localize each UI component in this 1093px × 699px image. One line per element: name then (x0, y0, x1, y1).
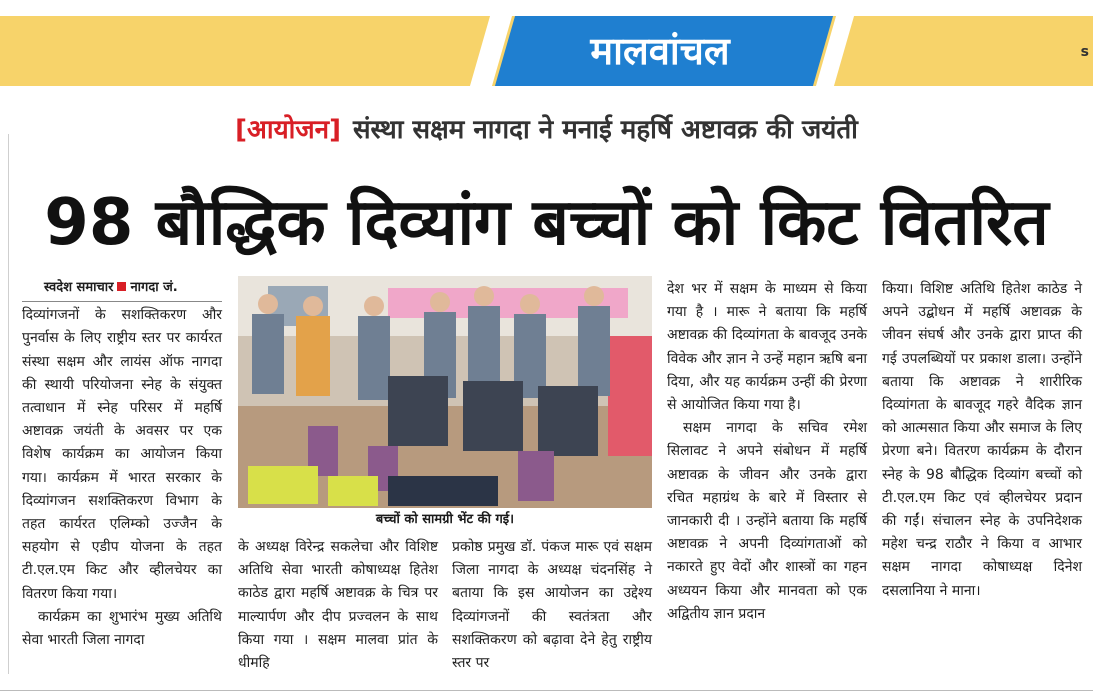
article-headline: 98 बौद्धिक दिव्यांग बच्चों को किट वितरित (44, 186, 1049, 260)
event-photo-illustration (238, 276, 652, 508)
kicker-tag: [आयोजन] (235, 115, 341, 145)
paragraph: सक्षम नागदा के सचिव रमेश सिलावट ने अपने संबोधन में महर्षि अष्टावक्र के जीवन और उनके द्वारा रचित महाग्रंथ के बारे में विस्तार से जानकारी दी । उन्होंने बताया कि महर्षि अष्टावक्र ने अपनी दिव्यांगताओं को नकारते हुए वेदों और शास्त्रों का गहन अध्ययन किया और मानवता को एक अद्वितीय ज्ञान प्रदान (667, 420, 867, 622)
article-column-5 (882, 278, 1082, 603)
paragraph: के अध्यक्ष विरेन्द्र सकलेचा और विशिष्ट अतिथि सेवा भारती कोषाध्यक्ष हितेश काठेड द्वारा महर्षि अष्टावक्र के चित्र पर माल्यार्पण और दीप प्रज्वलन के साथ किया गया । सक्षम मालवा प्रांत के धीमहि (238, 539, 438, 672)
dateline-rule (22, 301, 222, 302)
section-banner (0, 16, 1093, 86)
event-photo (238, 276, 652, 508)
paragraph: कार्यक्रम का शुभारंभ मुख्य अतिथि सेवा भारती जिला नागदा (22, 608, 222, 649)
page-corner-mark: s (1080, 44, 1089, 60)
dateline-square-icon (117, 282, 126, 291)
dateline-place: नागदा जं. (130, 280, 178, 295)
article-column-3 (452, 536, 652, 675)
paragraph: किया। विशिष्ट अतिथि हितेश काठेड ने अपने उद्बोधन में महर्षि अष्टावक्र के जीवन संघर्ष और उनके द्वारा प्राप्त की गई उपलब्धियों पर प्रकाश डाला। उन्होंने बताया कि अष्टावक्र ने शारीरिक दिव्यांगता के बावजूद गहरे वैदिक ज्ञान को आत्मसात किया और समाज के लिए प्रेरणा बने। वितरण कार्यक्रम के दौरान स्नेह के 98 बौद्धिक दिव्यांग बच्चों को टी.एल.एम किट एवं व्हीलचेयर प्रदान की गईं। संचालन स्नेह के उपनिदेशक महेश चन्द्र राठौर ने किया व आभार सक्षम नागदा कोषाध्यक्ष दिनेश दसलानिया ने माना। (882, 281, 1082, 599)
article-column-4 (667, 278, 867, 626)
dateline (22, 276, 222, 299)
paragraph: प्रकोष्ठ प्रमुख डॉ. पंकज मारू एवं सक्षम जिला नागदा के अध्यक्ष चंदनसिंह ने बताया कि इस आयोजन का उद्देश्य दिव्यांगजनों की स्वतंत्रता और सशक्तिकरण को बढ़ावा देने हेतु राष्ट्रीय स्तर पर (452, 539, 652, 672)
paragraph: दिव्यांगजनों के सशक्तिकरण और पुनर्वास के लिए राष्ट्रीय स्तर पर कार्यरत संस्था सक्षम और लायंस ऑफ नागदा की स्थायी परियोजना स्नेह के संयुक्त तत्वाधान में स्नेह परिसर में महर्षि अष्टावक्र जयंती के अवसर पर एक विशेष कार्यक्रम का आयोजन किया गया। कार्यक्रम में भारत सरकार के दिव्यांगजन सशक्तिकरण विभाग के तहत कार्यरत एलिम्को उज्जैन के सहयोग से एडीप योजना के तहत टी.एल.एम किट और व्हीलचेयर का वितरण किया गया। (22, 307, 222, 602)
dateline-source: स्वदेश समाचार (44, 280, 114, 295)
article-kicker (0, 110, 1093, 146)
article-column-1 (22, 276, 222, 652)
paragraph: देश भर में सक्षम के माध्यम से किया गया है । मारू ने बताया कि महर्षि अष्टावक्र की दिव्यांगता के बावजूद उनके विवेक और ज्ञान ने उन्हें महान ऋषि बना दिया, और यह कार्यक्रम उन्हीं की प्रेरणा से आयोजित किया गया है। (667, 281, 867, 414)
photo-caption: बच्चों को सामग्री भेंट की गई। (375, 512, 515, 527)
article-column-2 (238, 536, 438, 675)
section-title: मालवांचल (590, 29, 730, 73)
kicker-text: संस्था सक्षम नागदा ने मनाई महर्षि अष्टावक्र की जयंती (352, 115, 858, 145)
